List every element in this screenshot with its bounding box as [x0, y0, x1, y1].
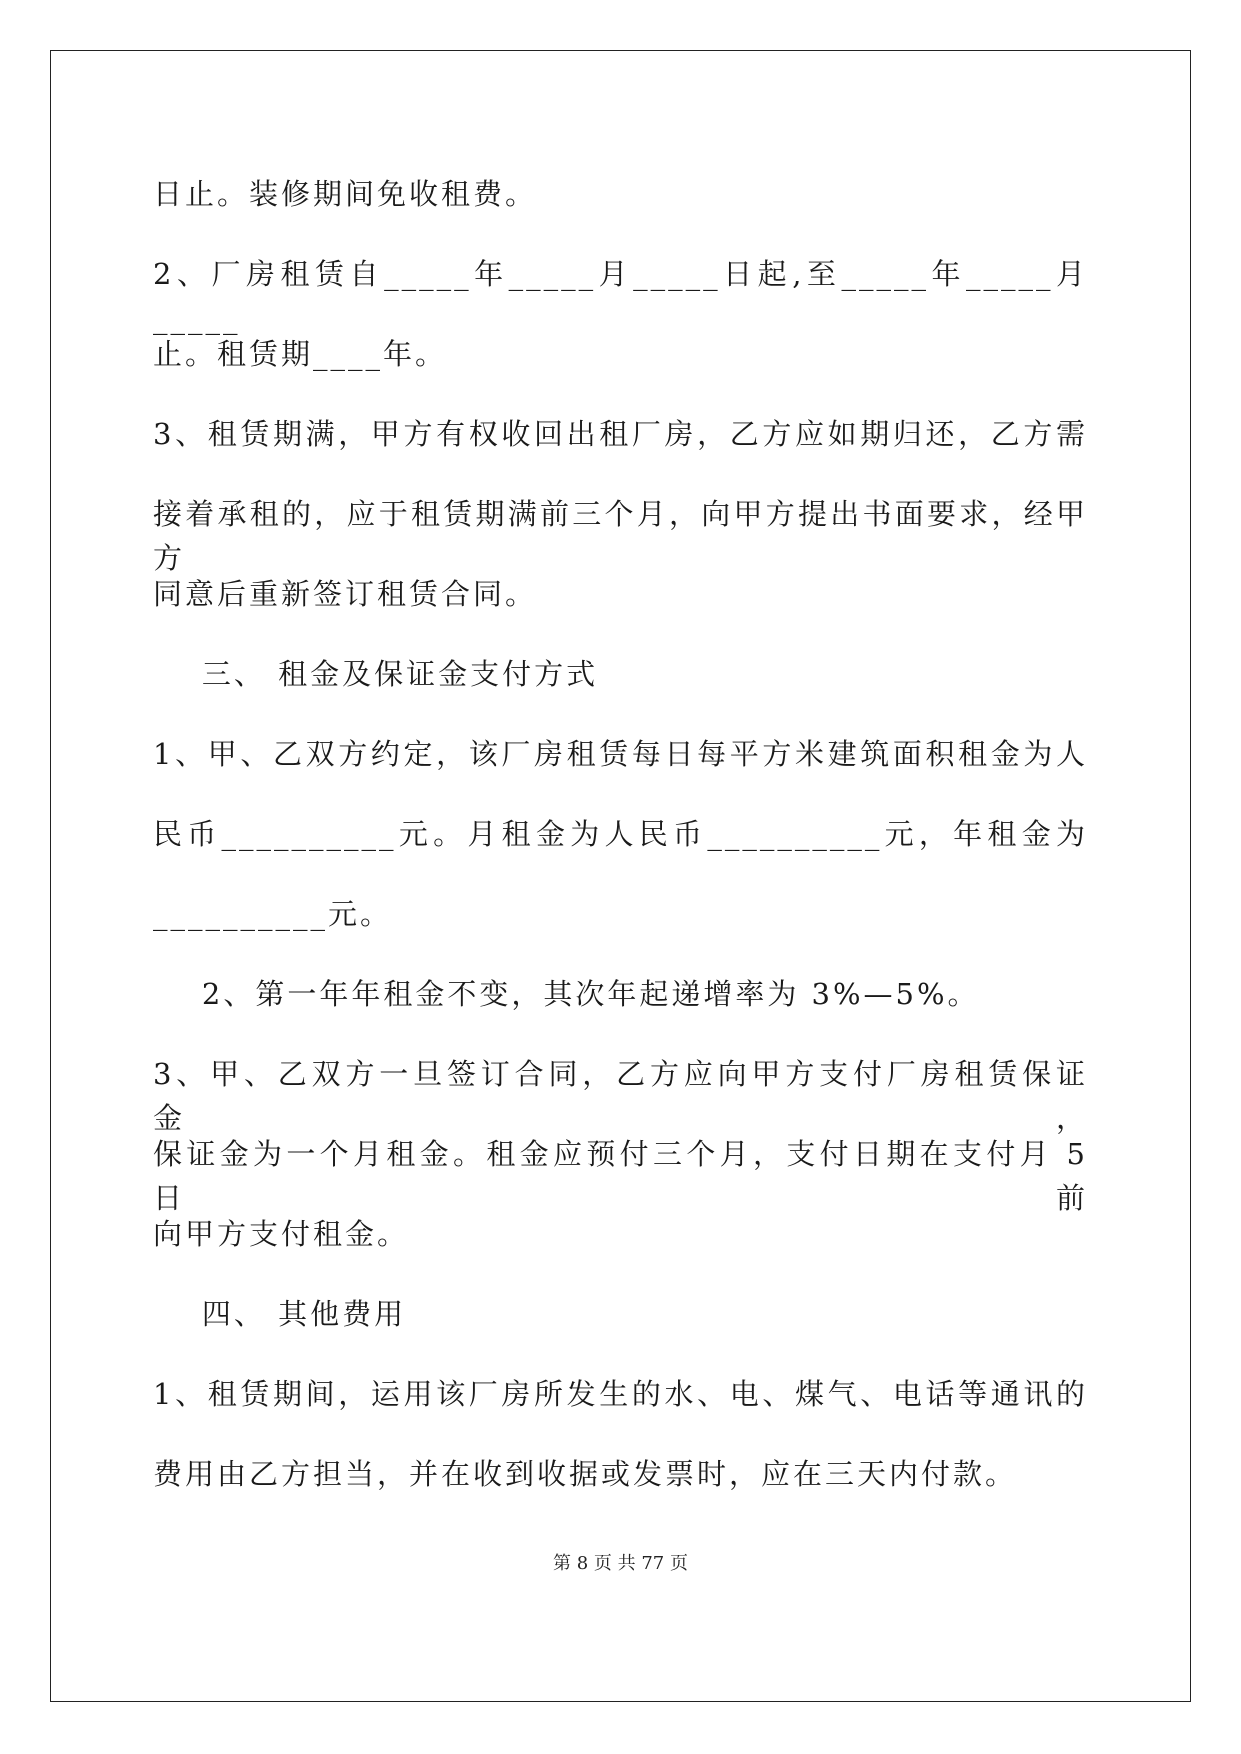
text-line: 保证金为一个月租金。租金应预付三个月，支付日期在支付月 5 日前 — [153, 1137, 1088, 1215]
text-line: 2、第一年年租金不变，其次年起递增率为 3%—5%。 — [153, 977, 980, 1011]
text-line: 3、甲、乙双方一旦签订合同，乙方应向甲方支付厂房租赁保证金， — [153, 1057, 1088, 1135]
text-line: 费用由乙方担当，并在收到收据或发票时，应在三天内付款。 — [153, 1457, 1018, 1491]
text-line: 1、甲、乙双方约定，该厂房租赁每日每平方米建筑面积租金为人 — [153, 737, 1088, 771]
text-line: __________元。 — [153, 897, 393, 931]
text-line: 民币__________元。月租金为人民币__________元，年租金为 — [153, 817, 1088, 851]
text-line: 向甲方支付租金。 — [153, 1217, 410, 1251]
text-line: 1、租赁期间，运用该厂房所发生的水、电、煤气、电话等通讯的 — [153, 1377, 1088, 1411]
section-heading: 三、 租金及保证金支付方式 — [153, 657, 599, 691]
text-line: 2、厂房租赁自_____年_____月_____日起,至_____年_____月_____ — [153, 257, 1088, 335]
text-line: 同意后重新签订租赁合同。 — [153, 577, 538, 611]
text-line: 接着承租的，应于租赁期满前三个月，向甲方提出书面要求，经甲方 — [153, 497, 1088, 575]
text-line: 日止。装修期间免收租费。 — [153, 177, 538, 211]
page-number: 第 8 页 共 77 页 — [553, 1553, 688, 1574]
text-line: 3、租赁期满，甲方有权收回出租厂房，乙方应如期归还，乙方需 — [153, 417, 1088, 451]
text-line: 止。租赁期____年。 — [153, 337, 448, 371]
section-heading: 四、 其他费用 — [153, 1297, 407, 1331]
